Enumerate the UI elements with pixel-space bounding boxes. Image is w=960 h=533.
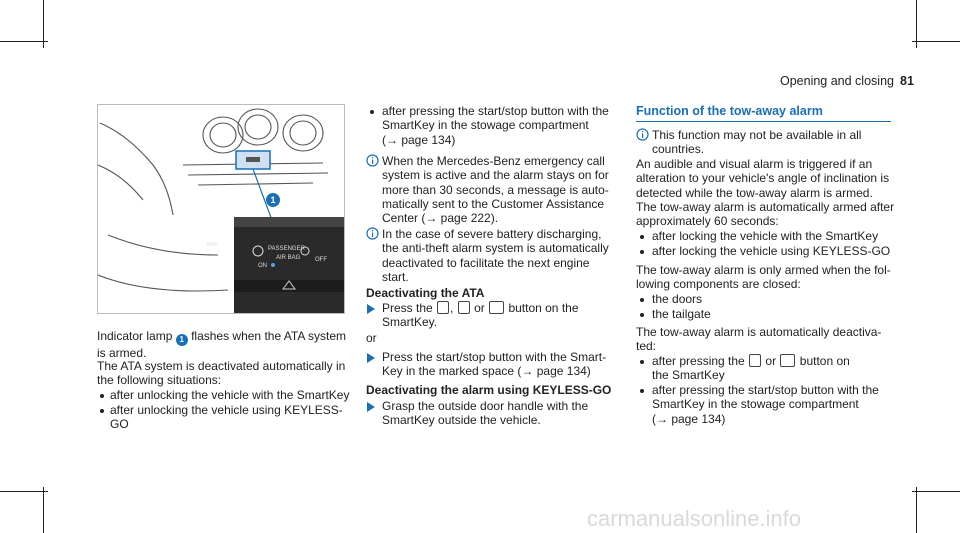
crop-mark [912,491,960,492]
list-item-text: after pressing the [652,354,745,368]
list-item-text: after pressing the start/stop button with the [382,104,609,118]
paragraph-line: ted: [636,339,657,354]
panel-label-airbag: AIR BAG [276,255,301,261]
dashboard-illustration [98,105,344,313]
paragraph-line: The tow-away alarm is only armed when the fol- [636,263,891,277]
step-start-stop [382,350,606,379]
intro-text: is armed. [97,346,147,360]
note-availability [652,128,861,157]
note-text: matically sent to the Customer Assistance [382,196,605,211]
page-number: 81 [900,74,914,88]
step-text: Key in the marked space (→ page 134) [382,364,591,379]
tailgate-key-icon [780,354,795,367]
crop-mark [916,0,917,48]
step-arrow-icon [367,402,375,412]
bullet [640,389,644,393]
section-header: Opening and closing [780,74,894,88]
bullet [640,360,644,364]
step-arrow-icon [367,353,375,363]
list-item: after locking the vehicle using KEYLESS-GO [652,244,891,258]
step-text: SmartKey outside the vehicle. [382,413,541,428]
step-arrow-icon [367,304,375,314]
list-item-text: GO [110,417,129,432]
list-item [652,383,879,426]
step-press-button [382,301,579,330]
note-text: When the Mercedes-Benz emergency call [382,154,605,168]
paragraph-line: the following situations: [97,373,222,388]
note-text: In the case of severe battery discharging, [382,227,602,241]
note-text: This function may not be available in all [652,128,862,142]
panel-label-passenger: PASSENGER [268,246,305,252]
list-item-text: button on [799,354,850,368]
paragraph-line: approximately 60 seconds: [636,214,779,229]
note-text: system is active and the alarm stays on for [382,168,609,183]
note-text: the anti-theft alarm system is automatically [382,241,609,256]
note-battery [382,227,609,284]
list-item-text: or [765,354,777,368]
step-text: button on the [508,301,579,315]
note-text: countries. [652,142,705,157]
list-item-text: SmartKey in the stowage compartment [382,118,589,133]
step-text: SmartKey. [382,315,438,330]
paragraph-line: lowing components are closed: [636,277,801,292]
section-title: Function of the tow-away alarm [636,104,823,118]
lock-key-icon [458,301,470,314]
unlock-key-icon [749,354,761,367]
bullet [640,298,644,302]
callout-badge: 1 [266,193,280,207]
list-item [652,354,850,383]
list-item: the doors [652,292,703,306]
crop-mark [0,41,48,42]
list-item [110,403,343,432]
bullet [640,250,644,254]
watermark: carmanualsonline.info [587,506,802,531]
or-text: or [366,331,377,345]
paragraph-line: detected while the tow-away alarm is armed. [636,185,873,200]
list-item [382,104,609,147]
note-text: more than 30 seconds, a message is auto- [382,182,609,197]
paragraph-auto-armed [636,200,894,229]
paragraph-alarm-trigger [636,157,889,200]
bullet [640,313,644,317]
list-item-text: (→ page 134) [382,132,456,147]
note-emergency-call [382,154,609,225]
dashboard-figure [97,104,345,314]
crop-mark [916,487,917,533]
bullet [100,394,104,398]
info-icon [366,227,379,240]
crop-mark [43,0,44,48]
paragraph-components [636,263,891,292]
info-icon [636,128,649,141]
bullet [370,110,374,114]
step-text: Grasp the outside door handle with the [382,399,589,413]
paragraph-line: The ATA system is deactivated automatically in [97,359,346,373]
intro-paragraph [97,329,347,360]
step-grasp-handle [382,399,588,428]
list-item-text: (→ page 134) [652,411,726,426]
crop-mark [912,41,960,42]
list-item-text: after unlocking the vehicle using KEYLESS- [110,403,343,417]
step-text: or [474,301,485,315]
intro-text: flashes when the ATA system [191,329,347,343]
section-rule [636,121,891,122]
bullet [640,235,644,239]
list-item-text: SmartKey in the stowage compartment [652,397,859,412]
bullet [100,409,104,413]
paragraph-line: The tow-away alarm is automatically armed after [636,200,895,214]
heading-deactivating-ata: Deactivating the ATA [366,286,485,300]
situations-paragraph [97,359,347,388]
panel-label-on: ON [258,263,267,269]
list-item-text: after pressing the start/stop button with the [652,383,879,397]
note-text: start. [382,269,409,284]
list-item: the tailgate [652,307,711,321]
paragraph-deactivated [636,325,881,354]
list-item: after locking the vehicle with the SmartKey [652,229,879,243]
note-text: Center (→ page 222). [382,211,499,226]
callout-badge: 1 [176,334,188,346]
paragraph-line: The tow-away alarm is automatically deactiva- [636,325,882,339]
paragraph-line: An audible and visual alarm is triggered if an [636,157,873,171]
step-text: Press the [382,301,433,315]
list-item-text: the SmartKey [652,368,725,383]
panel-label-off: OFF [315,257,327,263]
paragraph-line: alteration to your vehicle's angle of inclination is [636,171,890,186]
tailgate-key-icon [489,301,504,314]
step-text: , [450,301,454,315]
panel-label-max: MAX [207,242,218,248]
heading-deactivating-keyless: Deactivating the alarm using KEYLESS-GO [366,383,612,397]
list-item [110,388,349,402]
crop-mark [43,487,44,533]
intro-text: Indicator lamp [97,329,173,343]
step-text: Press the start/stop button with the Smart- [382,350,607,364]
info-icon [366,154,379,167]
note-text: deactivated to facilitate the next engine [382,255,590,270]
crop-mark [0,491,48,492]
unlock-key-icon [437,301,449,314]
list-item-text: after unlocking the vehicle with the SmartKey [110,388,350,402]
